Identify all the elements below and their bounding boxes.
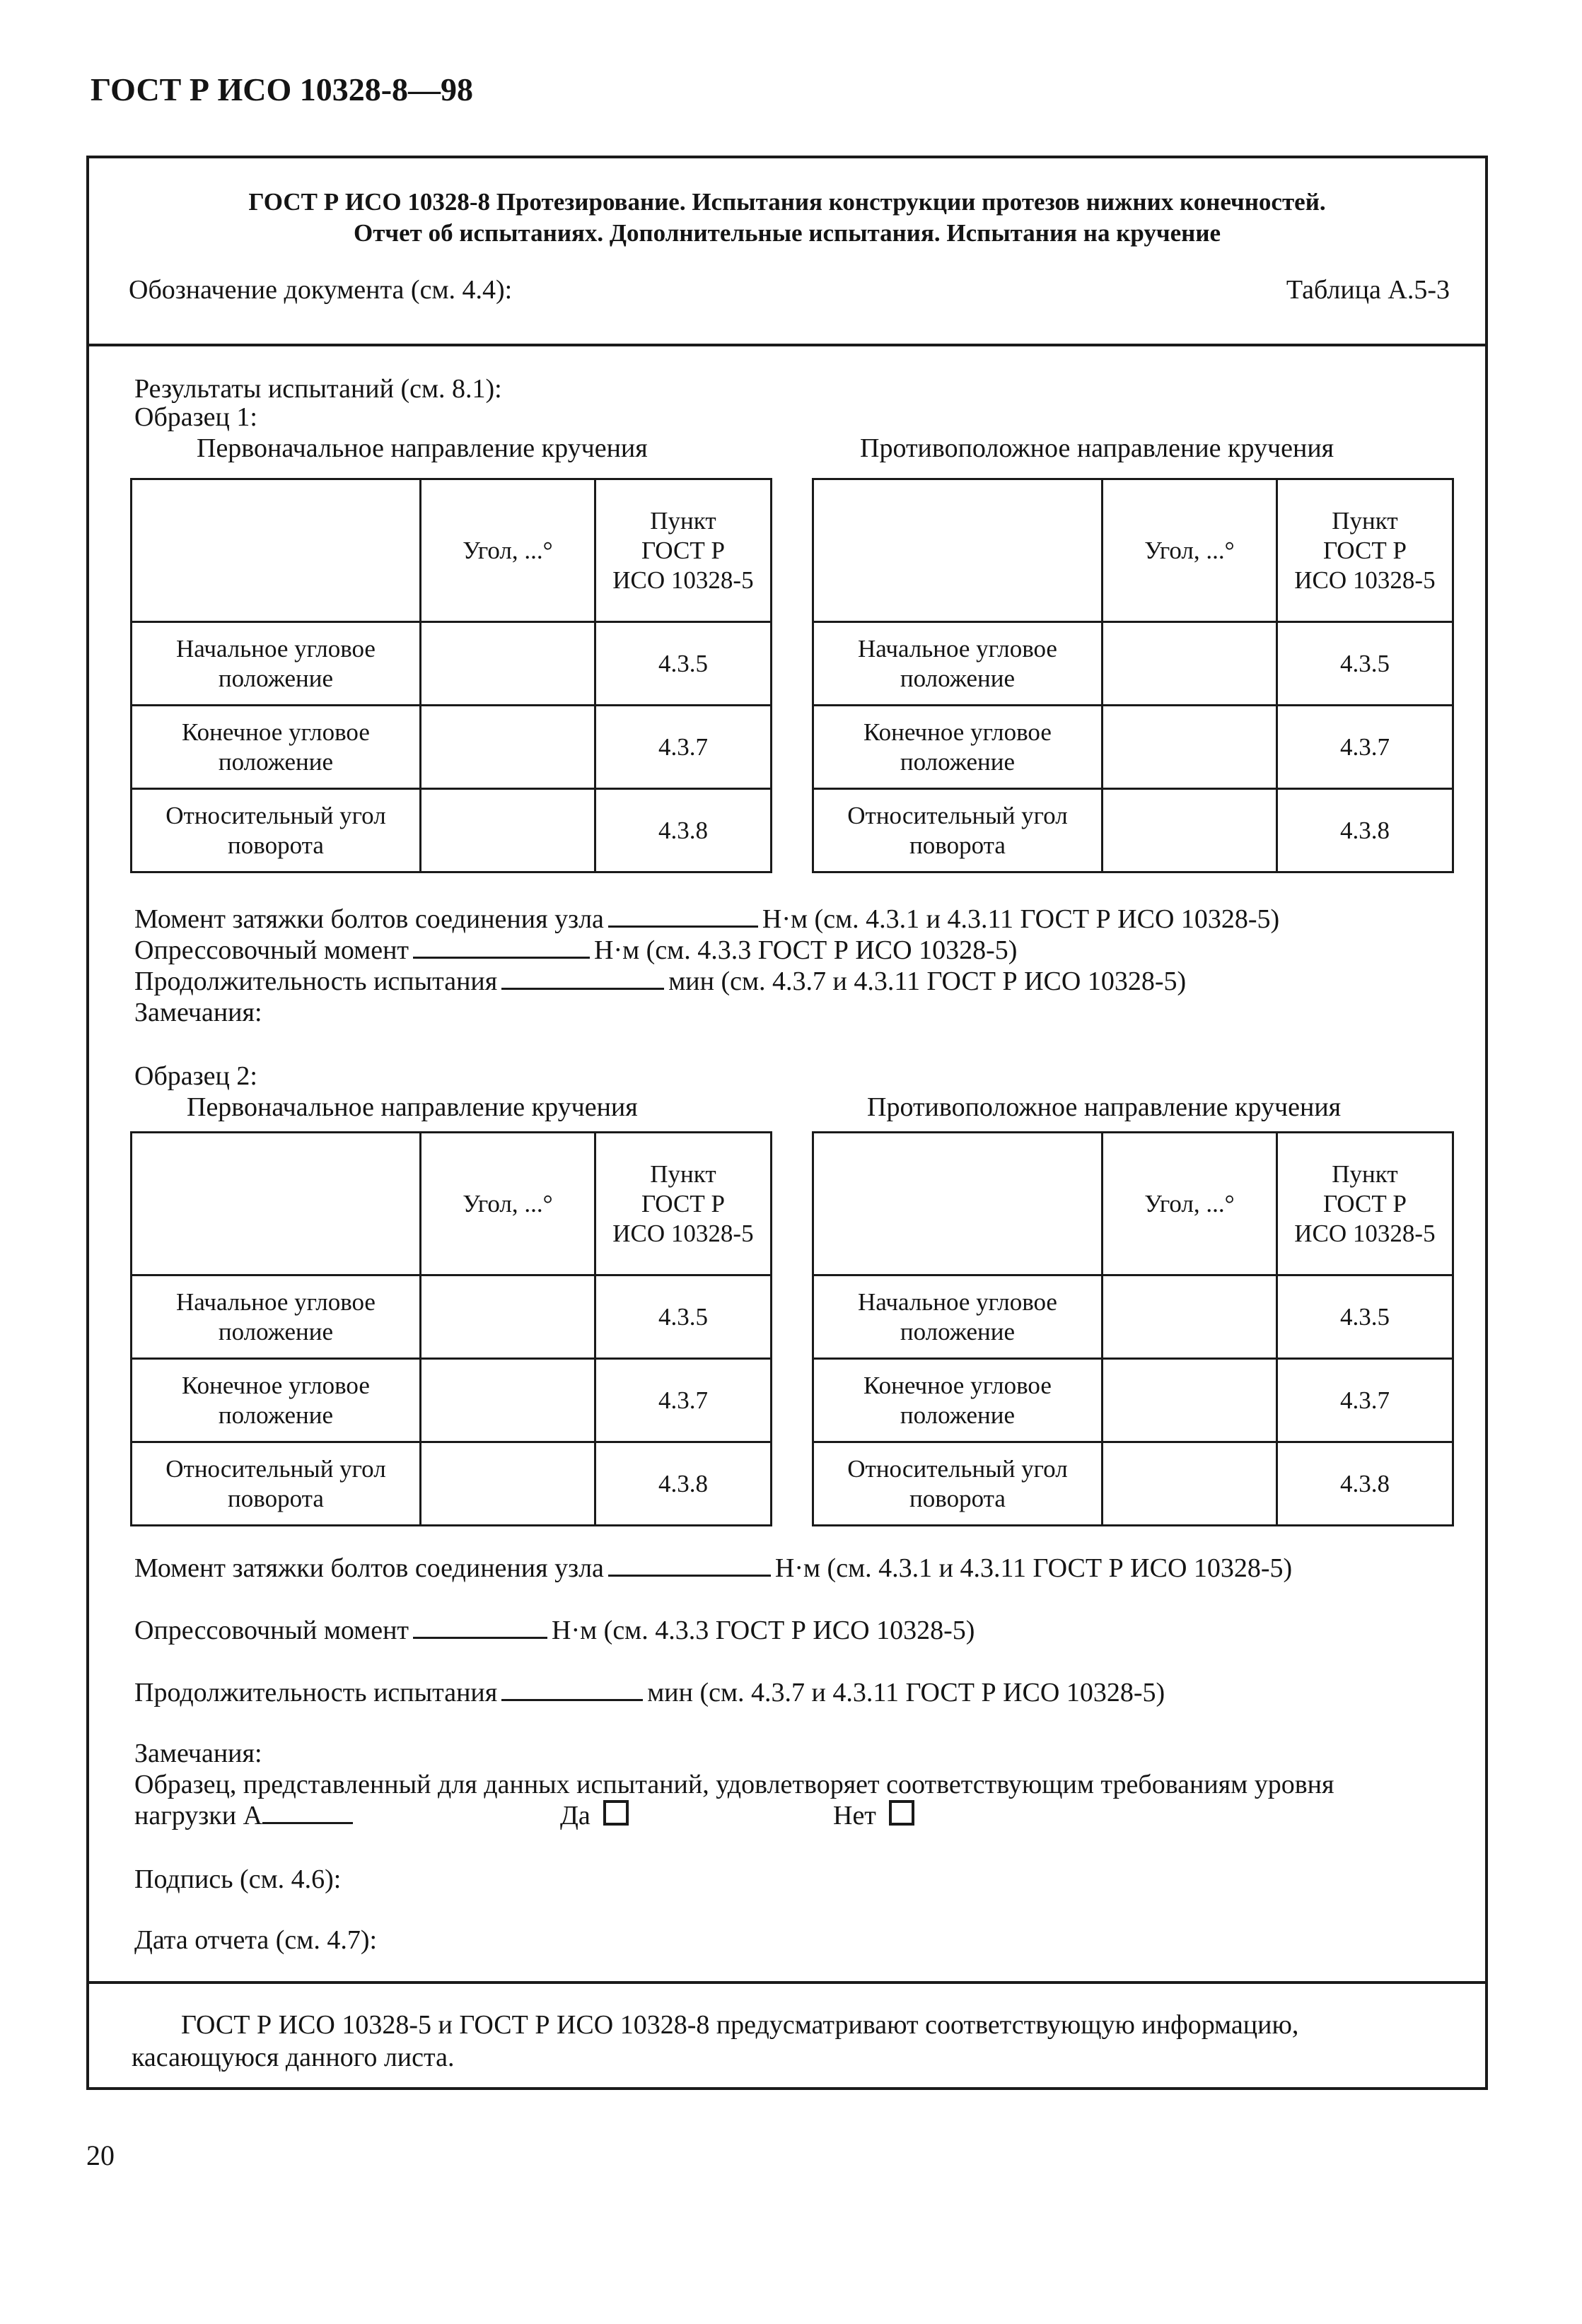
- proof-input[interactable]: [413, 1616, 547, 1639]
- sample1-remarks: Замечания:: [134, 998, 262, 1027]
- angle-value-cell[interactable]: [420, 622, 595, 706]
- clause-cell: 4.3.7: [595, 1359, 771, 1442]
- angle-header: Угол, ...°: [1102, 1133, 1276, 1275]
- row-label: Относительный угол поворота: [132, 789, 421, 872]
- load-level-input[interactable]: [262, 1801, 353, 1824]
- clause-cell: 4.3.7: [1276, 706, 1453, 789]
- sample1-duration-line: Продолжительность испытания мин (см. 4.3.7 и 4.3.11 ГОСТ Р ИСО 10328-5): [134, 967, 1187, 996]
- angle-value-cell[interactable]: [1102, 789, 1276, 872]
- clause-cell: 4.3.7: [595, 706, 771, 789]
- torque-input[interactable]: [608, 904, 758, 928]
- sample1-initial-direction: Первоначальное направление кручения: [197, 433, 648, 463]
- duration-input[interactable]: [501, 967, 664, 990]
- sample2-label: Образец 2:: [134, 1061, 257, 1091]
- clause-cell: 4.3.5: [1276, 622, 1453, 706]
- report-form: [86, 156, 1488, 2090]
- sample2-opposite-table: [812, 1131, 1454, 1526]
- report-date-field[interactable]: Дата отчета (см. 4.7):: [134, 1925, 378, 1955]
- footer-note-line1: ГОСТ Р ИСО 10328-5 и ГОСТ Р ИСО 10328-8 предусматривают соответствующую информацию,: [181, 2010, 1299, 2040]
- form-footer: [89, 1981, 1485, 2093]
- proof-input[interactable]: [413, 935, 590, 959]
- blank-header-cell: [813, 1133, 1103, 1275]
- angle-value-cell[interactable]: [1102, 622, 1276, 706]
- angle-value-cell[interactable]: [1102, 1275, 1276, 1359]
- sample1-label: Образец 1:: [134, 402, 257, 432]
- row-label: Относительный угол поворота: [813, 789, 1103, 872]
- clause-cell: 4.3.8: [1276, 789, 1453, 872]
- angle-value-cell[interactable]: [1102, 1442, 1276, 1526]
- sample1-proof-line: Опрессовочный момент Н·м (см. 4.3.3 ГОСТ Р ИСО 10328-5): [134, 935, 1018, 965]
- angle-header: Угол, ...°: [420, 1133, 595, 1275]
- sample2-remarks: Замечания:: [134, 1739, 262, 1768]
- angle-value-cell[interactable]: [420, 1275, 595, 1359]
- sample1-opposite-direction: Противоположное направление кручения: [860, 433, 1334, 463]
- clause-header: Пункт ГОСТ Р ИСО 10328-5: [1276, 479, 1453, 622]
- angle-value-cell[interactable]: [420, 1359, 595, 1442]
- angle-header: Угол, ...°: [1102, 479, 1276, 622]
- results-label: Результаты испытаний (см. 8.1):: [134, 374, 502, 404]
- sample2-duration-line: Продолжительность испытания мин (см. 4.3.7 и 4.3.11 ГОСТ Р ИСО 10328-5): [134, 1678, 1165, 1707]
- footer-note-line2: касающуюся данного листа.: [132, 2043, 455, 2072]
- row-label: Конечное угловое положение: [813, 706, 1103, 789]
- yes-checkbox[interactable]: [603, 1800, 629, 1826]
- no-checkbox[interactable]: [889, 1800, 914, 1826]
- row-label: Конечное угловое положение: [132, 1359, 421, 1442]
- angle-value-cell[interactable]: [1102, 1359, 1276, 1442]
- row-label: Относительный угол поворота: [813, 1442, 1103, 1526]
- row-label: Конечное угловое положение: [132, 706, 421, 789]
- row-label: Относительный угол поворота: [132, 1442, 421, 1526]
- no-option[interactable]: Нет: [833, 1800, 914, 1831]
- form-header: [89, 158, 1485, 346]
- clause-header: Пункт ГОСТ Р ИСО 10328-5: [595, 1133, 771, 1275]
- row-label: Начальное угловое положение: [132, 622, 421, 706]
- angle-value-cell[interactable]: [420, 789, 595, 872]
- conformity-statement: Образец, представленный для данных испытаний, удовлетворяет соответствующим требованиям уровня: [134, 1770, 1334, 1799]
- angle-value-cell[interactable]: [420, 706, 595, 789]
- running-title: ГОСТ Р ИСО 10328-8—98: [91, 71, 474, 107]
- angle-value-cell[interactable]: [1102, 706, 1276, 789]
- sample2-proof-line: Опрессовочный момент Н·м (см. 4.3.3 ГОСТ Р ИСО 10328-5): [134, 1616, 975, 1645]
- clause-cell: 4.3.7: [1276, 1359, 1453, 1442]
- clause-cell: 4.3.8: [595, 1442, 771, 1526]
- document-designation: Обозначение документа (см. 4.4):: [129, 275, 513, 305]
- sample2-initial-direction: Первоначальное направление кручения: [187, 1092, 638, 1122]
- yes-option[interactable]: Да: [560, 1800, 629, 1831]
- load-level-line: нагрузки А: [134, 1800, 357, 1831]
- clause-cell: 4.3.8: [595, 789, 771, 872]
- blank-header-cell: [813, 479, 1103, 622]
- clause-header: Пункт ГОСТ Р ИСО 10328-5: [595, 479, 771, 622]
- sample2-torque-line: Момент затяжки болтов соединения узла Н·м (см. 4.3.1 и 4.3.11 ГОСТ Р ИСО 10328-5): [134, 1553, 1293, 1583]
- angle-value-cell[interactable]: [420, 1442, 595, 1526]
- row-label: Конечное угловое положение: [813, 1359, 1103, 1442]
- form-title-line1: ГОСТ Р ИСО 10328-8 Протезирование. Испытания конструкции протезов нижних конечностей.: [248, 188, 1326, 216]
- row-label: Начальное угловое положение: [813, 622, 1103, 706]
- form-title-line2: Отчет об испытаниях. Дополнительные испытания. Испытания на кручение: [353, 219, 1221, 247]
- sample1-opposite-table: [812, 478, 1454, 873]
- duration-input[interactable]: [501, 1678, 643, 1701]
- clause-cell: 4.3.5: [1276, 1275, 1453, 1359]
- sample2-opposite-direction: Противоположное направление кручения: [867, 1092, 1342, 1122]
- sample1-initial-table: [130, 478, 772, 873]
- page-number: 20: [86, 2139, 115, 2171]
- row-label: Начальное угловое положение: [813, 1275, 1103, 1359]
- blank-header-cell: [132, 1133, 421, 1275]
- row-label: Начальное угловое положение: [132, 1275, 421, 1359]
- clause-cell: 4.3.5: [595, 622, 771, 706]
- sample2-initial-table: [130, 1131, 772, 1526]
- angle-header: Угол, ...°: [420, 479, 595, 622]
- torque-input[interactable]: [608, 1553, 771, 1577]
- blank-header-cell: [132, 479, 421, 622]
- table-id: Таблица А.5-3: [1286, 275, 1450, 305]
- clause-header: Пункт ГОСТ Р ИСО 10328-5: [1276, 1133, 1453, 1275]
- clause-cell: 4.3.5: [595, 1275, 771, 1359]
- clause-cell: 4.3.8: [1276, 1442, 1453, 1526]
- sample1-torque-line: Момент затяжки болтов соединения узла Н·м (см. 4.3.1 и 4.3.11 ГОСТ Р ИСО 10328-5): [134, 904, 1280, 934]
- signature-field[interactable]: Подпись (см. 4.6):: [134, 1864, 342, 1894]
